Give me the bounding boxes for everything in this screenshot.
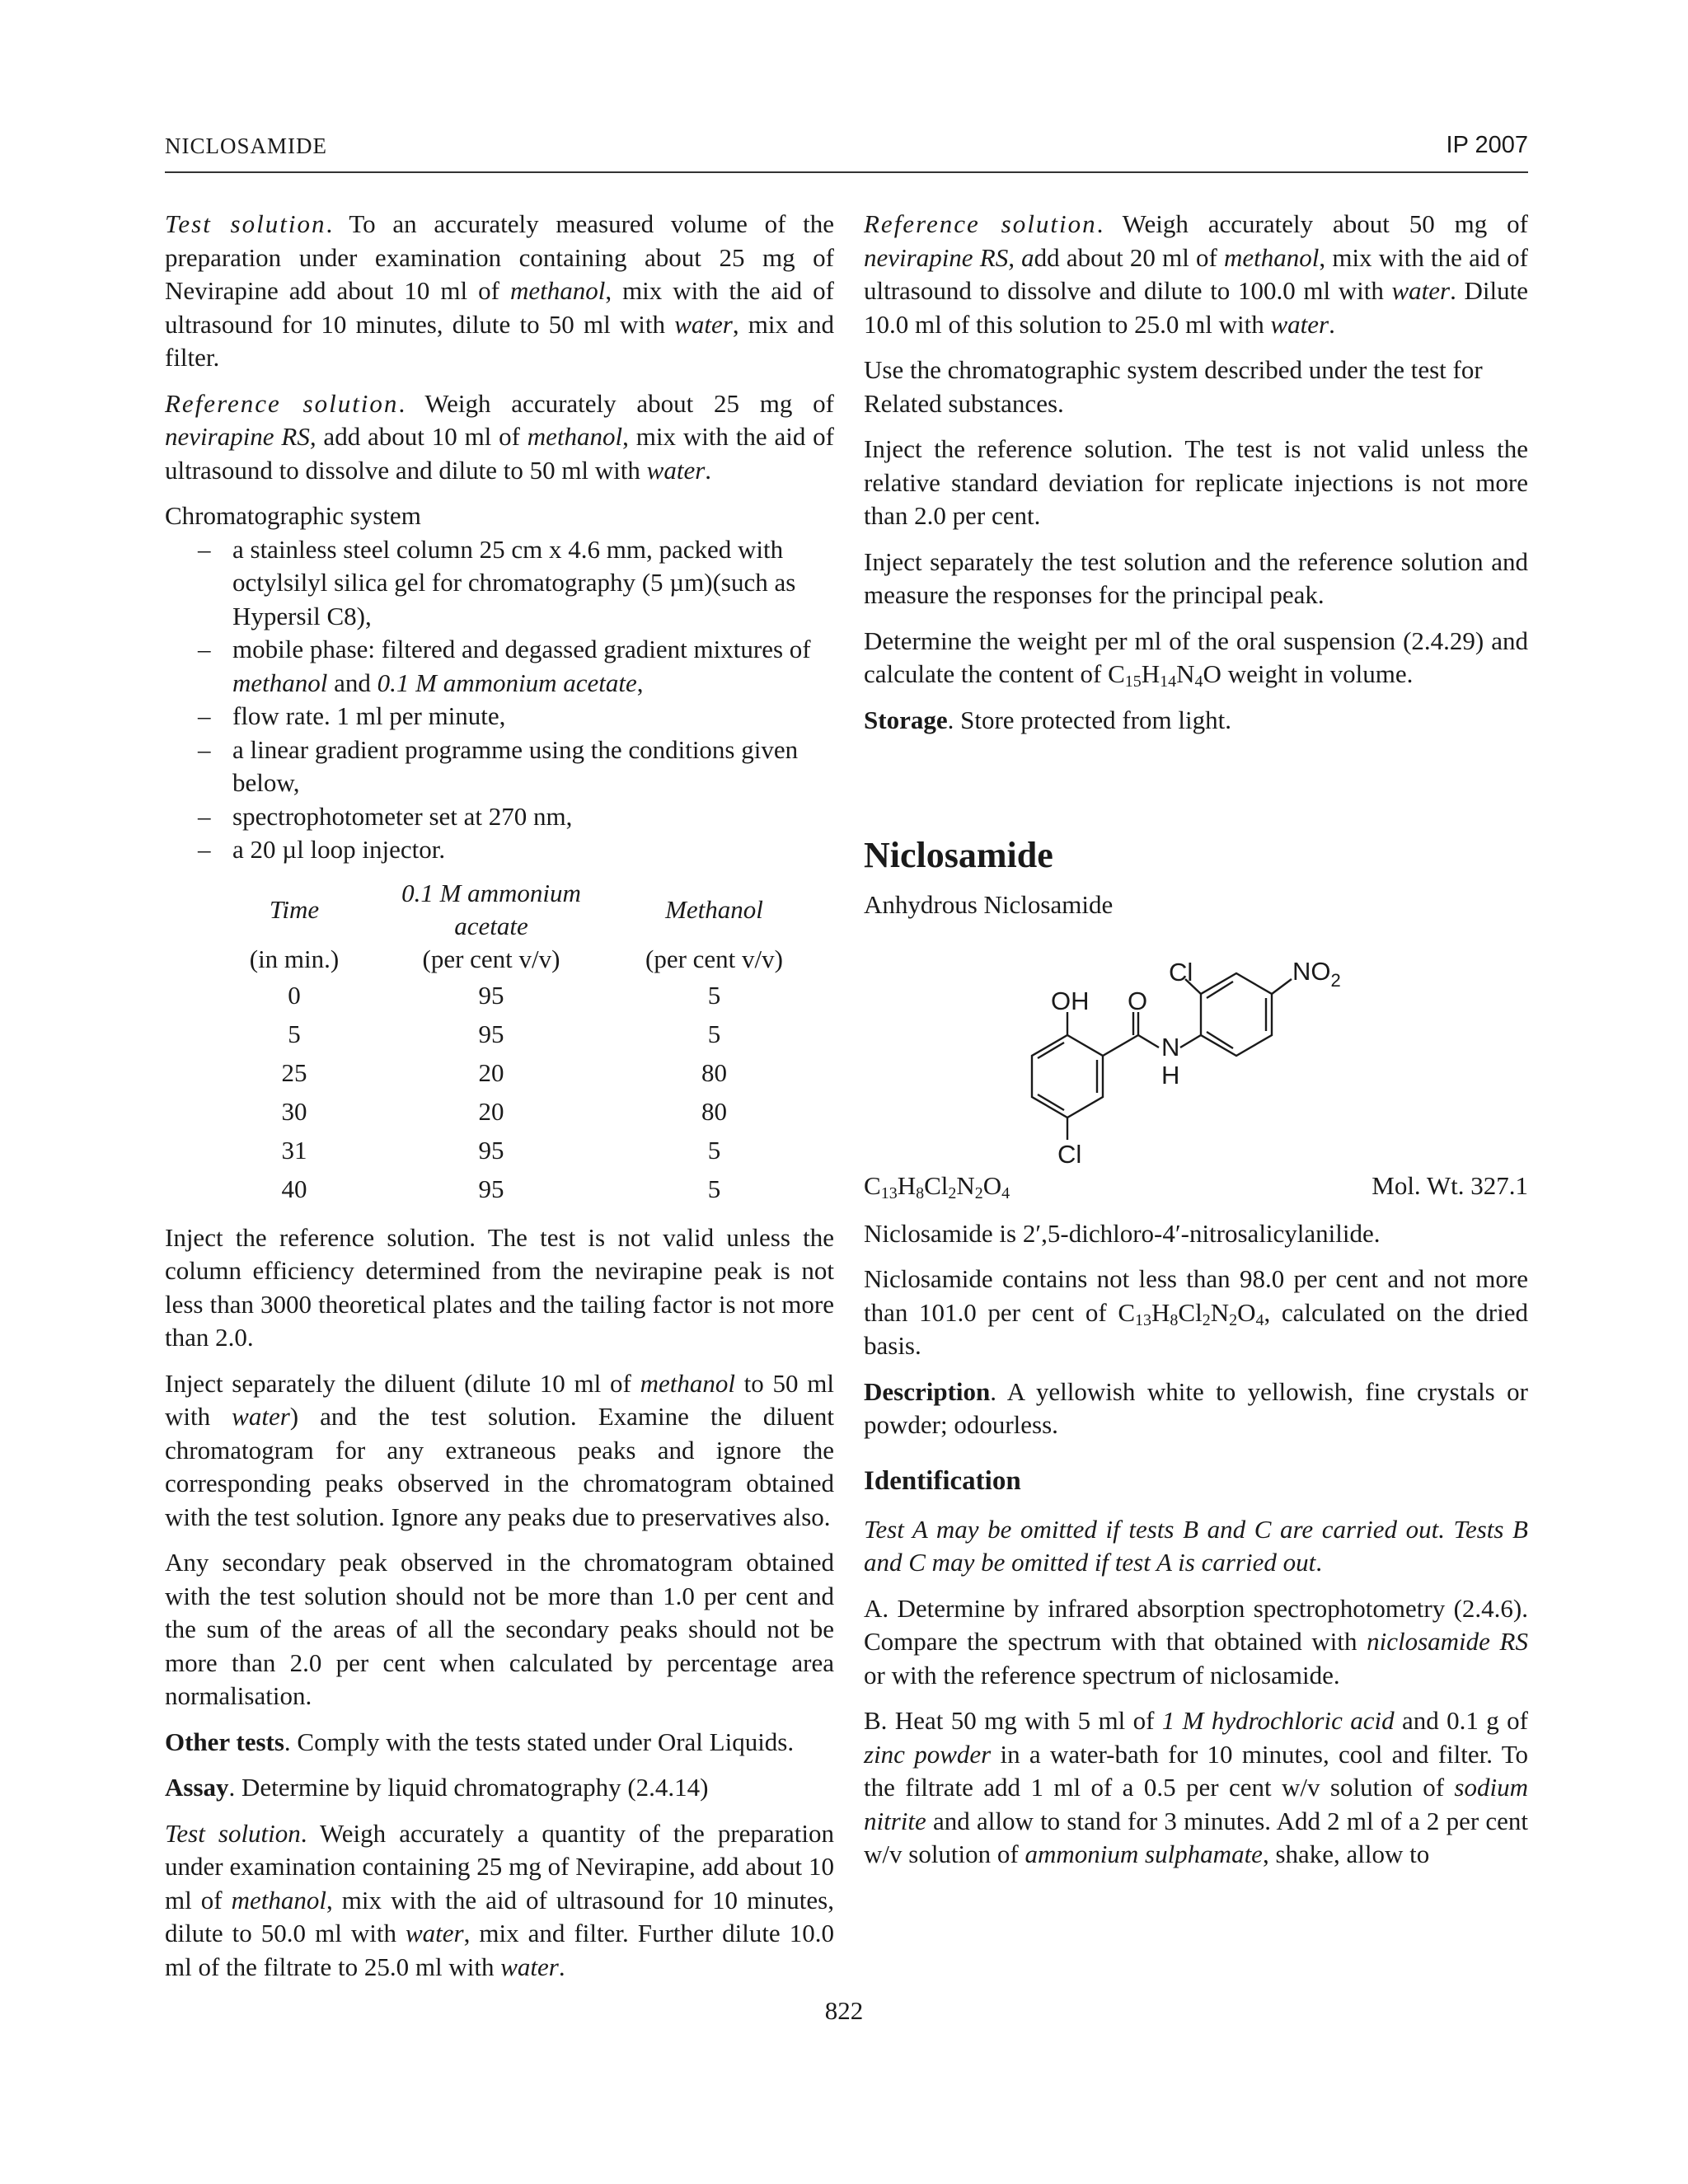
content-paragraph: Niclosamide contains not less than 98.0 per cent and not more than 101.0 per cent of $C_{13}H_8Cl_2N_2O_4$, calculated on the dried basis. bbox=[864, 1264, 1529, 1360]
oh-label: OH bbox=[1051, 986, 1090, 1015]
table-header-methanol-unit: (per cent v/v) bbox=[645, 944, 783, 973]
carbonyl-o-label: O bbox=[1128, 986, 1148, 1015]
amide-n-label: N bbox=[1161, 1032, 1180, 1062]
storage-paragraph: Storage. Store protected from light. bbox=[864, 705, 1231, 734]
list-item: – mobile phase: filtered and degassed gradient mixtures of methanol and 0.1 M ammonium acetate, bbox=[165, 633, 834, 700]
list-item: – a 20 µl loop injector. bbox=[165, 833, 834, 867]
amide-h-label: H bbox=[1161, 1060, 1180, 1090]
molecular-formula: $C_{13}H_8Cl_2N_2O_4$ bbox=[864, 1170, 1010, 1202]
monograph-subtitle: Anhydrous Niclosamide bbox=[864, 890, 1114, 919]
gradient-table bbox=[232, 877, 802, 1208]
table-row: 25 20 80 bbox=[281, 1057, 727, 1087]
page-number: 822 bbox=[824, 1996, 864, 2025]
list-item: – a stainless steel column 25 cm x 4.6 mm, packed with octylsilyl silica gel for chromatography (5 µm)(such as Hypersil C8), bbox=[165, 533, 834, 634]
running-header bbox=[165, 130, 1528, 173]
calculation-paragraph: Determine the weight per ml of the oral suspension (2.4.29) and calculate the content of $C_{15}H_{14}N_4O$ weight in volume. bbox=[864, 626, 1528, 691]
header-edition: IP 2007 bbox=[1446, 132, 1528, 158]
assay-reference-solution-paragraph: Reference solution. Weigh accurately about 50 mg of nevirapine RS, add about 20 ml of methanol, mix with the aid of ultrasound to dissolve and dilute to 100.0 ml with water. Dilute 10.0 ml of this solution to 25.0 ml with water. bbox=[864, 209, 1528, 339]
monograph-title: Niclosamide bbox=[864, 835, 1053, 875]
table-header-ammonium-acetate: 0.1 M ammonium acetate bbox=[401, 878, 581, 940]
formula-row bbox=[864, 1169, 1528, 1206]
list-item: – spectrophotometer set at 270 nm, bbox=[165, 800, 834, 834]
list-item: – flow rate. 1 ml per minute, bbox=[165, 700, 834, 733]
identification-b-paragraph: B. Heat 50 mg with 5 ml of 1 M hydrochloric acid and 0.1 g of zinc powder in a water-bath for 10 minutes, cool and filter. To the filtrate add 1 ml of a 0.5 per cent w/v solution of sodium nitrite and allow to stand for 3 minutes. Add 2 ml of a 2 per cent w/v solution of ammonium sulphamate, shake, allow to bbox=[864, 1706, 1528, 1868]
secondary-peak-paragraph: Any secondary peak observed in the chromatogram obtained with the test solution should not be more than 1.0 per cent and the sum of the areas of all the secondary peaks should not be more than 2.0 per cent when calculated by percentage area normalisation. bbox=[165, 1548, 834, 1710]
chromatographic-system-reference: Use the chromatographic system described under the test for Related substances. bbox=[864, 355, 1483, 418]
replicate-injection-paragraph: Inject the reference solution. The test is not valid unless the relative standard deviation for replicate injections is not more than 2.0 per cent. bbox=[864, 434, 1528, 530]
reference-solution-paragraph: Reference solution. Weigh accurately about 25 mg of nevirapine RS, add about 10 ml of methanol, mix with the aid of ultrasound to dissolve and dilute to 50 ml with water. bbox=[165, 388, 835, 485]
inject-separately-paragraph: Inject separately the test solution and the reference solution and measure the responses for the principal peak. bbox=[864, 546, 1528, 609]
identification-a-paragraph: A. Determine by infrared absorption spectrophotometry (2.4.6). Compare the spectrum with that obtained with niclosamide RS or with the reference spectrum of niclosamide. bbox=[864, 1593, 1528, 1690]
table-row: 0 95 5 bbox=[288, 980, 721, 1010]
chemical-name-paragraph: Niclosamide is 2′,5-dichloro-4′-nitrosalicylanilide. bbox=[864, 1218, 1381, 1248]
test-solution-paragraph: Test solution. To an accurately measured volume of the preparation under examination containing about 25 mg of Nevirapine add about 10 ml of methanol, mix with the aid of ultrasound for 10 minutes, dilute to 50 ml with water, mix and filter. bbox=[165, 209, 834, 372]
chromatographic-system-title: Chromatographic system bbox=[165, 501, 421, 530]
other-tests-paragraph: Other tests. Comply with the tests stated under Oral Liquids. bbox=[165, 1727, 795, 1756]
no2-label: $NO_2$ bbox=[1292, 956, 1341, 991]
table-header-ammonium-unit: (per cent v/v) bbox=[422, 944, 560, 973]
list-item: – a linear gradient programme using the conditions given below, bbox=[165, 733, 834, 800]
cl-top-label: Cl bbox=[1169, 957, 1193, 987]
system-suitability-paragraph: Inject the reference solution. The test is not valid unless the column efficiency determined from the nevirapine peak is not less than 3000 theoretical plates and the tailing factor is not more than 2.0. bbox=[165, 1222, 834, 1352]
right-column bbox=[864, 208, 1528, 1884]
assay-test-solution-paragraph: Test solution. Weigh accurately a quantity of the preparation under examination containing 25 mg of Nevirapine, add about 10 ml of methanol, mix with the aid of ultrasound for 10 minutes, dilute to 50.0 ml with water, mix and filter. Further dilute 10.0 ml of the filtrate to 25.0 ml with water. bbox=[165, 1818, 834, 1981]
table-row: 5 95 5 bbox=[288, 1019, 721, 1048]
molecular-weight: Mol. Wt. 327.1 bbox=[1372, 1170, 1528, 1200]
table-header-methanol: Methanol bbox=[665, 894, 763, 924]
header-title: NICLOSAMIDE bbox=[165, 134, 327, 158]
cl-bottom-label: Cl bbox=[1057, 1139, 1082, 1169]
niclosamide-structure bbox=[864, 932, 1528, 1169]
table-row: 31 95 5 bbox=[281, 1135, 721, 1165]
table-row: 30 20 80 bbox=[281, 1096, 727, 1126]
assay-paragraph: Assay. Determine by liquid chromatography (2.4.14) bbox=[165, 1773, 709, 1802]
identification-note: Test A may be omitted if tests B and C are carried out. Tests B and C may be omitted if test A is carried out. bbox=[864, 1514, 1528, 1577]
diluent-paragraph: Inject separately the diluent (dilute 10 ml of methanol to 50 ml with water) and the test solution. Examine the diluent chromatogram for any extraneous peaks and ignore the corresponding peaks observed in the chromatogram obtained with the test solution. Ignore any peaks due to preservatives also. bbox=[165, 1368, 834, 1531]
table-header-time: Time bbox=[269, 894, 320, 924]
table-header-time-unit: (in min.) bbox=[249, 944, 340, 973]
chromatographic-conditions-list bbox=[165, 533, 834, 867]
table-row: 40 95 5 bbox=[281, 1174, 721, 1203]
left-column bbox=[165, 208, 834, 1996]
description-paragraph: Description. A yellowish white to yellowish, fine crystals or powder; odourless. bbox=[864, 1376, 1528, 1439]
identification-heading: Identification bbox=[864, 1465, 1021, 1496]
